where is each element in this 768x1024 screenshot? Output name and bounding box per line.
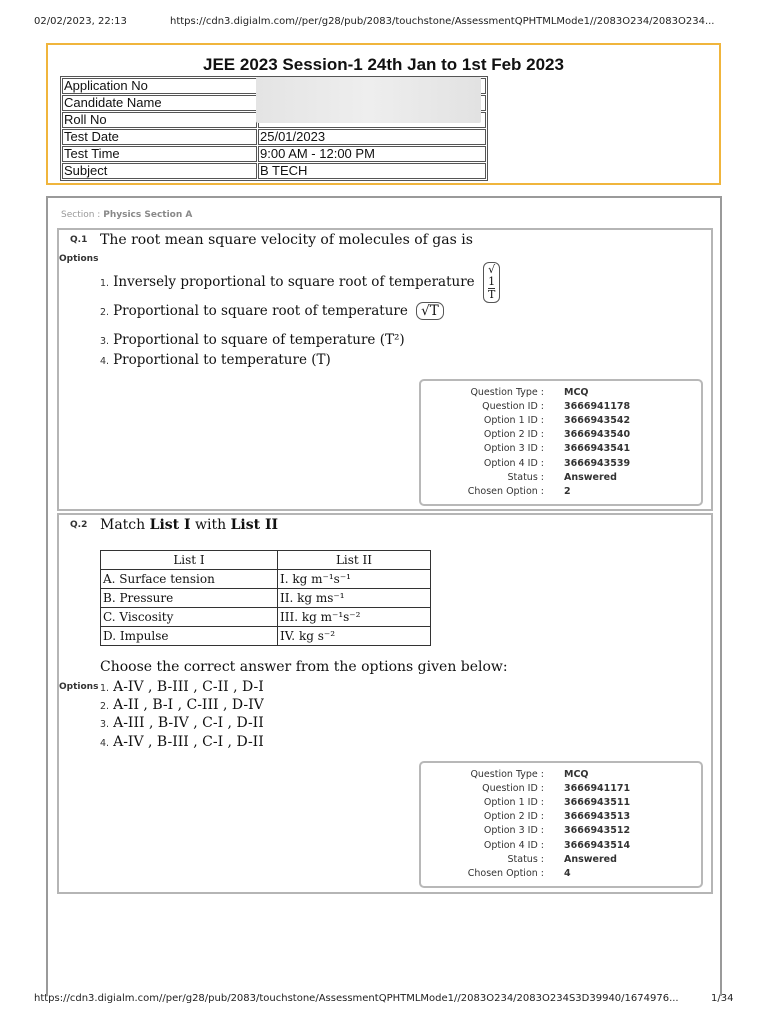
option-1 xyxy=(100,262,500,303)
option-4-id: 3666943514 xyxy=(564,840,631,851)
meta-label: Status : xyxy=(507,472,544,483)
redacted-personal-info xyxy=(256,77,481,123)
section-prefix: Section : xyxy=(61,210,101,220)
meta-label: Option 4 ID : xyxy=(483,840,544,851)
question-text-part: Match xyxy=(100,517,146,533)
option-text: Inversely proportional to square root of temperature xyxy=(113,274,475,290)
option-text: Proportional to temperature (T) xyxy=(113,352,331,368)
table-cell: III. kg m⁻¹s⁻² xyxy=(278,608,431,627)
option-3-id: 3666943541 xyxy=(564,443,631,454)
option-number: 2. xyxy=(100,307,110,318)
table-row xyxy=(62,129,486,145)
exam-title: JEE 2023 Session-1 24th Jan to 1st Feb 2023 xyxy=(203,55,564,74)
table-cell: D. Impulse xyxy=(101,627,278,646)
info-label: Subject xyxy=(62,163,257,179)
option-2 xyxy=(100,697,264,713)
question-number: Q.1 xyxy=(70,235,88,245)
option-text: A-IV , B-III , C-I , D-II xyxy=(113,734,264,750)
option-1 xyxy=(100,679,264,695)
print-url-footer: https://cdn3.digialm.com//per/g28/pub/2083/touchstone/AssessmentQPHTMLMode1//2083O234/2083O234S3D39940/1674976... xyxy=(34,993,679,1004)
table-row xyxy=(101,608,431,627)
chosen-option: 2 xyxy=(564,486,571,497)
info-value: B TECH xyxy=(258,163,486,179)
answer-status: Answered xyxy=(564,472,617,483)
match-list-table xyxy=(100,550,431,646)
table-cell: II. kg ms⁻¹ xyxy=(278,589,431,608)
option-4-id: 3666943539 xyxy=(564,458,631,469)
option-text: A-IV , B-III , C-II , D-I xyxy=(113,679,264,695)
meta-label: Option 4 ID : xyxy=(483,458,544,469)
option-number: 4. xyxy=(100,738,110,749)
question-number: Q.2 xyxy=(70,520,88,530)
section-label xyxy=(61,210,192,220)
option-text: A-III , B-IV , C-I , D-II xyxy=(113,715,264,731)
section-name: Physics Section A xyxy=(103,210,193,220)
option-number: 4. xyxy=(100,356,110,367)
option-number: 3. xyxy=(100,719,110,730)
info-label: Roll No xyxy=(62,112,257,128)
table-row xyxy=(101,627,431,646)
math-sqrt-fraction: √ 1 T xyxy=(483,262,500,303)
option-3 xyxy=(100,715,264,731)
question-type: MCQ xyxy=(564,387,589,398)
option-4 xyxy=(100,734,264,750)
table-row xyxy=(101,570,431,589)
question-text-bold: List I xyxy=(149,517,191,533)
meta-label: Question Type : xyxy=(470,387,544,398)
question-1-meta xyxy=(419,379,703,506)
table-cell: I. kg m⁻¹s⁻¹ xyxy=(278,570,431,589)
table-cell: B. Pressure xyxy=(101,589,278,608)
math-numerator: 1 xyxy=(488,275,496,288)
table-cell: A. Surface tension xyxy=(101,570,278,589)
option-text: Proportional to square of temperature (T²) xyxy=(113,332,405,348)
meta-label: Option 2 ID : xyxy=(483,811,544,822)
option-2 xyxy=(100,302,444,320)
meta-label: Status : xyxy=(507,854,544,865)
option-2-id: 3666943513 xyxy=(564,811,631,822)
option-number: 1. xyxy=(100,683,110,694)
option-number: 3. xyxy=(100,336,110,347)
option-text: Proportional to square root of temperature xyxy=(113,303,408,319)
meta-label: Option 2 ID : xyxy=(483,429,544,440)
math-sqrt: √T xyxy=(416,302,444,320)
answer-status: Answered xyxy=(564,854,617,865)
question-text: The root mean square velocity of molecules of gas is xyxy=(100,232,473,248)
option-3 xyxy=(100,332,405,348)
meta-label: Option 3 ID : xyxy=(483,825,544,836)
question-id: 3666941178 xyxy=(564,401,631,412)
exam-info-box xyxy=(46,43,721,185)
table-row xyxy=(62,146,486,162)
info-label: Application No xyxy=(62,78,257,94)
question-2-meta xyxy=(419,761,703,888)
question-text-bold: List II xyxy=(230,517,279,533)
meta-label: Option 1 ID : xyxy=(483,797,544,808)
info-value: 25/01/2023 xyxy=(258,129,486,145)
question-type: MCQ xyxy=(564,769,589,780)
info-value: 9:00 AM - 12:00 PM xyxy=(258,146,486,162)
meta-label: Chosen Option : xyxy=(467,486,544,497)
info-label: Candidate Name xyxy=(62,95,257,111)
option-number: 2. xyxy=(100,701,110,712)
meta-label: Question Type : xyxy=(470,769,544,780)
option-2-id: 3666943540 xyxy=(564,429,631,440)
option-4 xyxy=(100,352,331,368)
option-1-id: 3666943542 xyxy=(564,415,631,426)
option-1-id: 3666943511 xyxy=(564,797,631,808)
question-text xyxy=(100,517,278,533)
option-text: A-II , B-I , C-III , D-IV xyxy=(113,697,264,713)
column-header: List II xyxy=(278,551,431,570)
option-3-id: 3666943512 xyxy=(564,825,631,836)
meta-label: Option 3 ID : xyxy=(483,443,544,454)
table-cell: C. Viscosity xyxy=(101,608,278,627)
table-cell: IV. kg s⁻² xyxy=(278,627,431,646)
meta-label: Option 1 ID : xyxy=(483,415,544,426)
info-label: Test Date xyxy=(62,129,257,145)
table-header-row xyxy=(101,551,431,570)
print-url-header: https://cdn3.digialm.com//per/g28/pub/2083/touchstone/AssessmentQPHTMLMode1//2083O234/2083O234... xyxy=(170,16,715,27)
option-number: 1. xyxy=(100,278,110,289)
question-text-part: with xyxy=(195,517,227,533)
info-label: Test Time xyxy=(62,146,257,162)
table-row xyxy=(62,163,486,179)
meta-label: Chosen Option : xyxy=(467,868,544,879)
page-number: 1/34 xyxy=(711,993,734,1004)
meta-label: Question ID : xyxy=(482,401,544,412)
chosen-option: 4 xyxy=(564,868,571,879)
question-id: 3666941171 xyxy=(564,783,631,794)
column-header: List I xyxy=(101,551,278,570)
table-row xyxy=(101,589,431,608)
instruction-text: Choose the correct answer from the options given below: xyxy=(100,659,508,675)
print-datetime: 02/02/2023, 22:13 xyxy=(34,16,127,27)
meta-label: Question ID : xyxy=(482,783,544,794)
options-label: Options xyxy=(59,682,99,692)
math-denominator: T xyxy=(487,288,496,301)
options-label: Options xyxy=(59,254,99,264)
